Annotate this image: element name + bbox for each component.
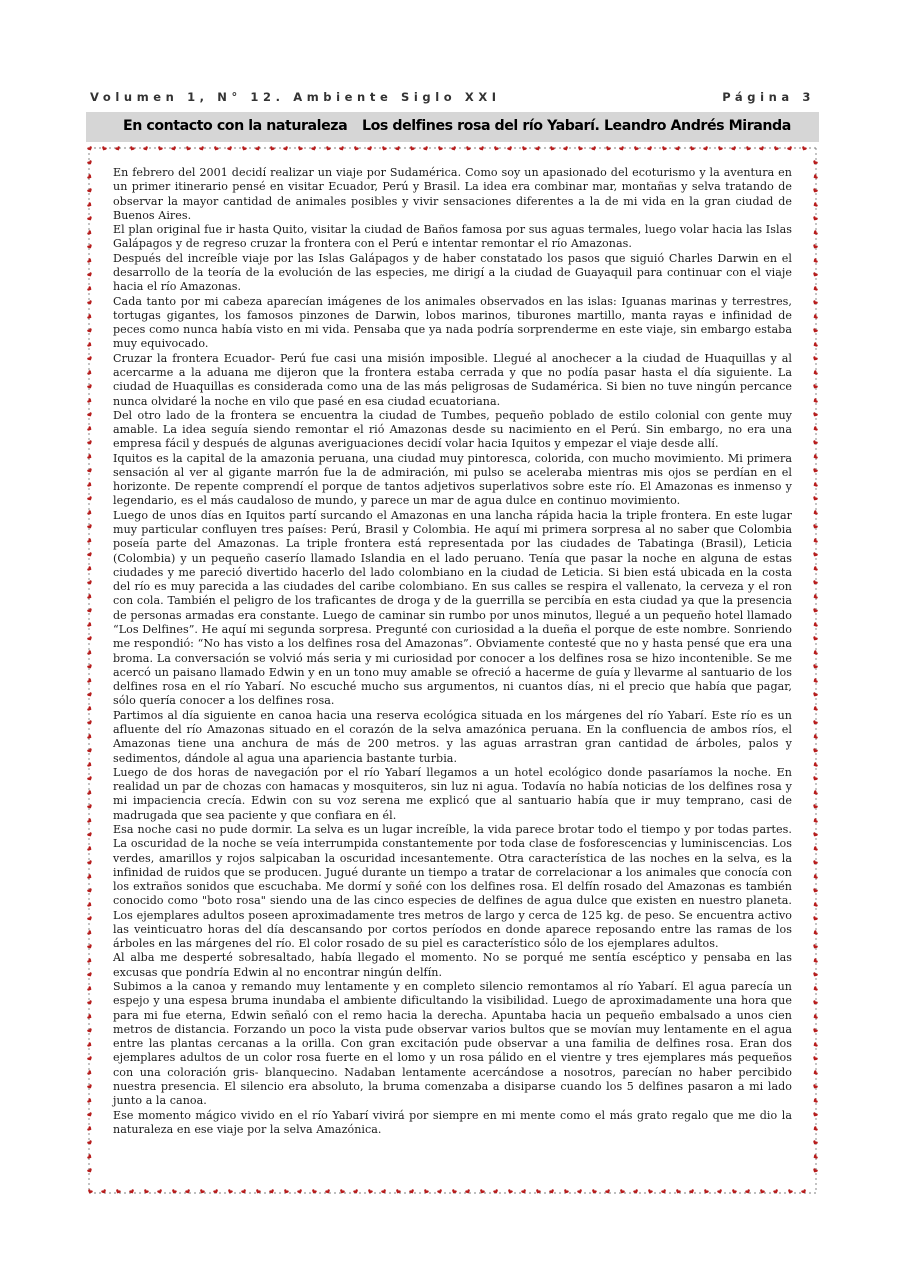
article-paragraph: Subimos a la canoa y remando muy lentamente y en completo silencio remontamos al río Yabarí. El agua parecía un espejo y una espesa bruma inundaba el ambiente dificultando la visibilidad. Luego de aproximadamente una hora que para mi fue eterna, Edwin señaló con el remo hacia la derecha. Apuntaba hacia un pequeño embalsado a unos cien metros de distancia. Forzando un poco la vista pude observar varios bultos que se movían muy lentamente en el agua entre las plantas cercanas a la orilla. Con gran excitación pude observar a una familia de delfines rosa. Eran dos ejemplares adultos de un color rosa fuerte en el lomo y un rosa pálido en el vientre y tres ejemplares más pequeños con una coloración gris- blanquecino. Nadaban lentamente acercándose a nosotros, parecían no haber percibido nuestra presencia. El silencio era absoluto, la bruma comenzaba a disiparse cuando los 5 delfines pasaron a mi lado junto a la canoa. (113, 980, 792, 1108)
article-paragraph: Luego de dos horas de navegación por el río Yabarí llegamos a un hotel ecológico donde pasaríamos la noche. En realidad un par de chozas con hamacas y mosquiteros, sin luz ni agua. Todavía no había noticias de los delfines rosa y mi impaciencia crecía. Edwin con su voz serena me explicó que al santuario había que ir muy temprano, casi de madrugada que sea paciente y que confiara en él. (113, 765, 792, 822)
article-paragraph: Después del increíble viaje por las Islas Galápagos y de haber constatado los pasos que siguió Charles Darwin en el desarrollo de la teoría de la evolución de las especies, me dirigí a la ciudad de Guayaquil para continuar con el viaje hacia el río Amazonas. (113, 251, 792, 294)
article-paragraph: Al alba me desperté sobresaltado, había llegado el momento. No se porqué me sentía escéptico y pensaba en las excusas que pondría Edwin al no encontrar ningún delfín. (113, 951, 792, 979)
article-paragraph: Cruzar la frontera Ecuador- Perú fue casi una misión imposible. Llegué al anochecer a la ciudad de Huaquillas y al acercarme a la aduana me dijeron que la frontera estaba cerrada y que no podía pasar hasta el día siguiente. La ciudad de Huaquillas es considerada como una de las más peligrosas de Sudamérica. Si bien no tuve ningún percance nunca olvidaré la noche en vilo que pasé en esa ciudad ecuatoriana. (113, 351, 792, 408)
article-paragraph: Del otro lado de la frontera se encuentra la ciudad de Tumbes, pequeño poblado de estilo colonial con gente muy amable. La idea seguía siendo remontar el rió Amazonas desde su nacimiento en el Perú. Sin embargo, no era una empresa fácil y después de algunas averiguaciones decidí volar hacia Iquitos y empezar el viaje desde allí. (113, 408, 792, 451)
article-title: Los delfines rosa del río Yabarí. Leandro Andrés Miranda (362, 118, 791, 134)
page-number: Página 3 (722, 90, 815, 104)
article-paragraph: Iquitos es la capital de la amazonia peruana, una ciudad muy pintoresca, colorida, con mucho movimiento. Mi primera sensación al ver al gigante marrón fue la de admiración, mi pulso se aceleraba mientras mis ojos se perdían en el horizonte. De repente comprendí el porque de tantos adjetivos superlativos sobre este río. El Amazonas es inmenso y legendario, es el más caudaloso de mundo, y parece un mar de agua dulce en continuo movimiento. (113, 451, 792, 508)
issue-label: Volumen 1, N° 12. Ambiente Siglo XXI (90, 90, 501, 104)
article-paragraph: En febrero del 2001 decidí realizar un viaje por Sudamérica. Como soy un apasionado del ecoturismo y la aventura en un primer itinerario pensé en visitar Ecuador, Perú y Brasil. La idea era combinar mar, montañas y selva tratando de observar la mayor cantidad de animales posibles y vivir sensaciones diferentes a la de mi vida en la gran ciudad de Buenos Aires. (113, 166, 792, 222)
article-paragraph: Luego de unos días en Iquitos partí surcando el Amazonas en una lancha rápida hacia la triple frontera. En este lugar muy particular confluyen tres países: Perú, Brasil y Colombia. He aquí mi primera sorpresa al no saber que Colombia poseía parte del Amazonas. La triple frontera está representada por las ciudades de Tabatinga (Brasil), Leticia (Colombia) y un pequeño caserío llamado Islandia en el lado peruano. Tenía que pasar la noche en alguna de estas ciudades y me pareció divertido hacerlo del lado colombiano en la ciudad de Leticia. Si bien está ubicada en la costa del río es muy parecida a las ciudades del caribe colombiano. En sus calles se respira el vallenato, la cerveza y el ron con cola. También el peligro de los traficantes de droga y de la guerrilla se percibía en esta ciudad ya que la presencia de personas armadas era constante. Luego de caminar sin rumbo por unos minutos, llegué a un pequeño hotel llamado “Los Delfines”. He aquí mi segunda sorpresa. Pregunté con curiosidad a la dueña el porque de este nombre. Sonriendo me respondió: “No has visto a los delfines rosa del Amazonas”. Obviamente contesté que no y hasta pensé que era una broma. La conversación se volvió más seria y mi curiosidad por conocer a los delfines rosa se hizo incontenible. Se me acercó un paisano llamado Edwin y en un tono muy amable se ofreció a hacerme de guía y llevarme al santuario de los delfines rosa en el río Yabarí. No escuché mucho sus argumentos, ni cuantos días, ni el precio que había que pagar, sólo quería conocer a los delfines rosa. (113, 508, 792, 708)
article-paragraph: Partimos al día siguiente en canoa hacia una reserva ecológica situada en los márgenes del río Yabarí. Este río es un afluente del río Amazonas situado en el corazón de la selva amazónica peruana. En la confluencia de ambos ríos, el Amazonas tiene una anchura de más de 200 metros. y las aguas arrastran gran cantidad de árboles, palos y sedimentos, dándole al agua una apariencia bastante turbia. (113, 708, 792, 765)
article-paragraph: Ese momento mágico vivido en el río Yabarí vivirá por siempre en mi mente como el más grato regalo que me dio la naturaleza en ese viaje por la selva Amazónica. (113, 1108, 792, 1136)
running-header (90, 90, 815, 108)
section-title: En contacto con la naturaleza (123, 118, 348, 134)
article-paragraph: El plan original fue ir hasta Quito, visitar la ciudad de Baños famosa por sus aguas termales, luego volar hacia las Islas Galápagos y de regreso cruzar la frontera con el Perú e intentar remontar el río Amazonas. (113, 223, 792, 251)
article-paragraph: Cada tanto por mi cabeza aparecían imágenes de los animales observados en las islas: Iguanas marinas y terrestres, tortugas gigantes, los famosos pinzones de Darwin, lobos marinos, tiburones martillo, manta rayas e infinidad de peces como nunca había visto en mi vida. Pensaba que ya nada podría sorprenderme en este viaje, sin embargo estaba muy equivocado. (113, 294, 792, 351)
article-title-bar (86, 112, 819, 142)
article-paragraph: Esa noche casi no pude dormir. La selva es un lugar increíble, la vida parece brotar todo el tiempo y por todas partes. La oscuridad de la noche se veía interrumpida constantemente por toda clase de fosforescencias y luminiscencias. Los verdes, amarillos y rojos salpicaban la oscuridad incesantemente. Otra característica de las noches en la selva, es la infinidad de ruidos que se producen. Jugué durante un tiempo a tratar de correlacionar a los animales que conocía con los extraños sonidos que escuchaba. Me dormí y soñé con los delfines rosa. El delfín rosado del Amazonas es también conocido como "boto rosa" siendo una de las cinco especies de delfines de agua dulce que existen en nuestro planeta. Los ejemplares adultos poseen aproximadamente tres metros de largo y cerca de 125 kg. de peso. Se encuentra activo las veinticuatro horas del día descansando por cortos períodos en donde aparece reposando entre las ramas de los árboles en las márgenes del río. El color rosado de su piel es característico sólo de los ejemplares adultos. (113, 822, 792, 951)
article-body (113, 166, 792, 1137)
